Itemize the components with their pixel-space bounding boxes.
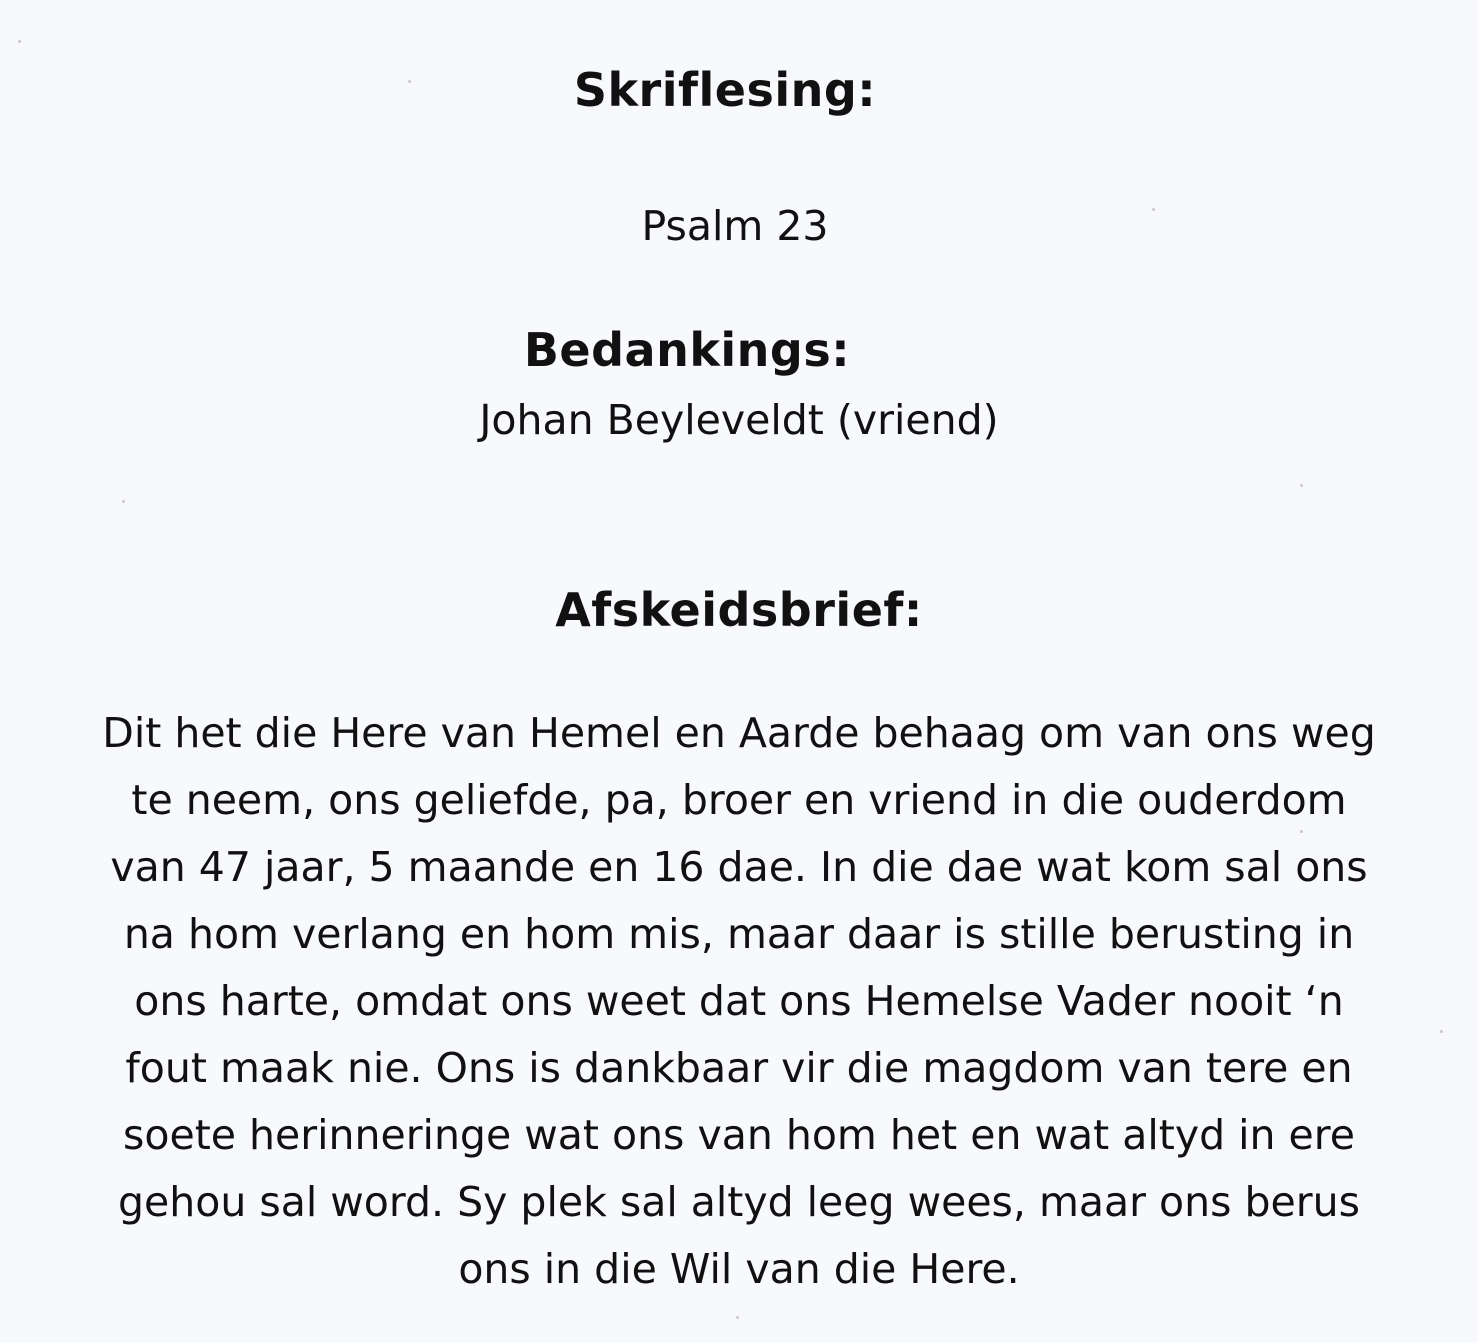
- afskeidsbrief-line: gehou sal word. Sy plek sal altyd leeg wees, maar ons berus: [118, 1178, 1360, 1226]
- afskeidsbrief-line: ons in die Wil van die Here.: [458, 1245, 1020, 1293]
- scan-speck: [18, 40, 21, 43]
- scan-speck: [1300, 484, 1303, 487]
- afskeidsbrief-line: soete herinneringe wat ons van hom het en wat altyd in ere: [123, 1111, 1355, 1159]
- afskeidsbrief-heading: Afskeidsbrief:: [555, 583, 923, 637]
- scan-speck: [1440, 1030, 1443, 1033]
- skriflesing-text: Psalm 23: [641, 202, 829, 250]
- afskeidsbrief-body: [60, 700, 1418, 1303]
- skriflesing-heading: Skriflesing:: [573, 63, 877, 117]
- bedankings-text: Johan Beyleveldt (vriend): [479, 396, 999, 444]
- scan-speck: [122, 500, 125, 503]
- afskeidsbrief-line: van 47 jaar, 5 maande en 16 dae. In die dae wat kom sal ons: [110, 843, 1368, 891]
- afskeidsbrief-line: Dit het die Here van Hemel en Aarde behaag om van ons weg: [102, 709, 1376, 757]
- afskeidsbrief-line: na hom verlang en hom mis, maar daar is stille berusting in: [123, 910, 1355, 958]
- bedankings-heading: Bedankings:: [523, 323, 851, 377]
- afskeidsbrief-line: te neem, ons geliefde, pa, broer en vriend in die ouderdom: [131, 776, 1347, 824]
- scan-speck: [736, 1316, 739, 1319]
- afskeidsbrief-line: fout maak nie. Ons is dankbaar vir die magdom van tere en: [125, 1044, 1353, 1092]
- afskeidsbrief-line: ons harte, omdat ons weet dat ons Hemelse Vader nooit ‘n: [134, 977, 1344, 1025]
